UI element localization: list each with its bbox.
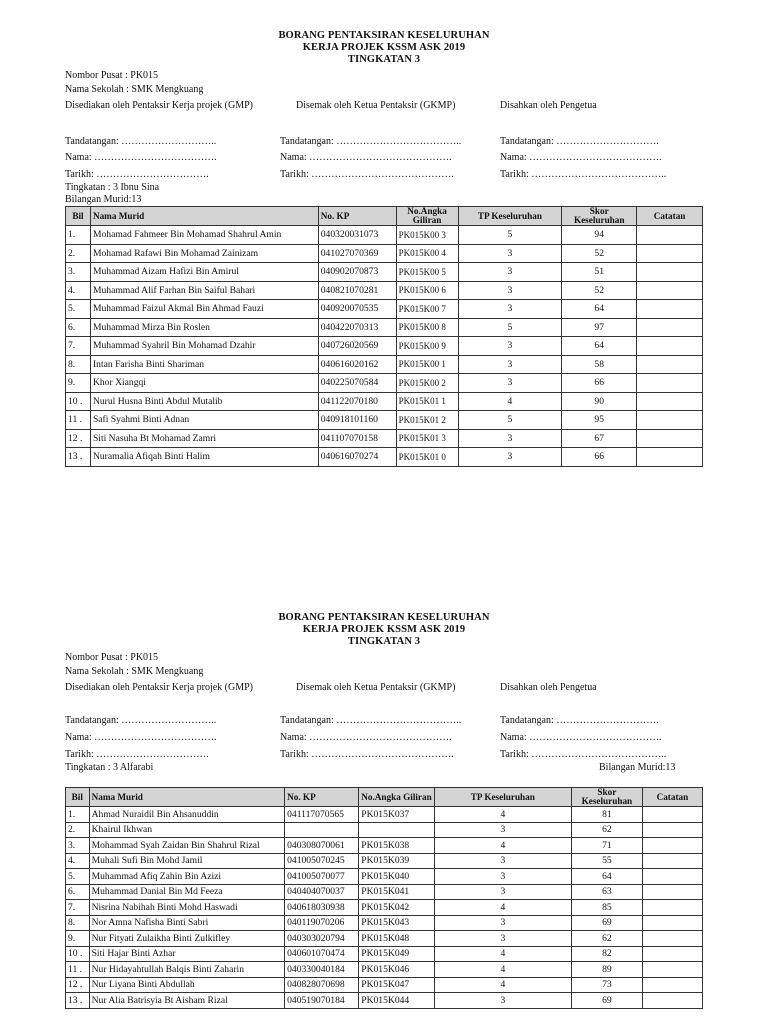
table-row [66, 244, 703, 263]
form-title [0, 30, 768, 66]
cell-skor: 62 [571, 822, 642, 838]
bilangan-murid: Bilangan Murid:13 [65, 194, 142, 205]
cell-nama: Nurul Husna Binti Abdul Mutalib [90, 392, 318, 411]
cell-skor: 95 [562, 411, 637, 430]
cell-skor: 66 [562, 374, 637, 393]
title-line-3: TINGKATAN 3 [347, 636, 421, 647]
cell-kp: 040422070313 [318, 318, 396, 337]
cell-catatan [642, 931, 702, 947]
table-row [66, 962, 703, 978]
cell-tp: 3 [458, 374, 562, 393]
header-skor: Skor Keseluruhan [562, 207, 637, 226]
cell-skor: 94 [562, 226, 637, 245]
table-row [66, 853, 703, 869]
cell-nama: Muhammad Syahril Bin Mohamad Dzahir [90, 337, 318, 356]
sig3-tandatangan: Tandatangan: …………………………. [500, 715, 659, 726]
cell-kp: 040303020794 [285, 931, 359, 947]
header-kp: No. KP [285, 788, 359, 807]
title-line-2: KERJA PROJEK KSSM ASK 2019 [302, 624, 466, 635]
cell-skor: 66 [562, 448, 637, 467]
cell-tp: 3 [458, 300, 562, 319]
cell-nama: Nuramalia Afiqah Binti Halim [90, 448, 318, 467]
cell-bil: 1. [66, 226, 91, 245]
cell-catatan [637, 374, 703, 393]
cell-bil: 10 . [66, 392, 91, 411]
cell-tp: 4 [434, 946, 571, 962]
cell-angka-giliran: PK015K046 [359, 962, 434, 978]
table-row [66, 448, 703, 467]
cell-kp: 040918101160 [318, 411, 396, 430]
cell-bil: 9. [66, 374, 91, 393]
cell-bil: 4. [66, 853, 90, 869]
bilangan-murid: Bilangan Murid:13 [599, 762, 676, 773]
sig1-nama: Nama: ………………………………. [65, 732, 217, 743]
cell-bil: 6. [66, 318, 91, 337]
cell-nama: Nur Alia Batrisyia Bt Aisham Rizal [89, 993, 285, 1009]
cell-tp: 4 [434, 962, 571, 978]
cell-nama: Khairul Ikhwan [89, 822, 285, 838]
cell-catatan [637, 355, 703, 374]
cell-nama: Khor Xiangqi [90, 374, 318, 393]
cell-angka-giliran: PK015K00 6 [396, 281, 458, 300]
cell-skor: 62 [571, 931, 642, 947]
cell-tp: 3 [458, 448, 562, 467]
sig1-tandatangan: Tandatangan: ……………………….. [65, 136, 217, 147]
sig3-nama: Nama: …………………………………. [500, 152, 662, 163]
cell-bil: 9. [66, 931, 90, 947]
cell-angka-giliran: PK015K043 [359, 915, 434, 931]
cell-kp: 041027070369 [318, 244, 396, 263]
header-nama: Nama Murid [89, 788, 285, 807]
approved-by-label: Disahkan oleh Pengetua [500, 682, 597, 693]
checked-by-label: Disemak oleh Ketua Pentaksir (GKMP) [296, 682, 456, 693]
cell-bil: 4. [66, 281, 91, 300]
cell-kp: 040618030938 [285, 900, 359, 916]
nombor-pusat: Nombor Pusat : PK015 [65, 652, 159, 663]
cell-angka-giliran: PK015K01 3 [396, 429, 458, 448]
cell-nama: Muhammad Mirza Bin Roslen [90, 318, 318, 337]
sig2-tandatangan: Tandatangan: ……………………………….. [280, 136, 462, 147]
cell-skor: 89 [571, 962, 642, 978]
cell-bil: 6. [66, 884, 90, 900]
cell-angka-giliran: PK015K00 4 [396, 244, 458, 263]
cell-angka-giliran: PK015K041 [359, 884, 434, 900]
cell-catatan [637, 226, 703, 245]
cell-angka-giliran: PK015K00 7 [396, 300, 458, 319]
cell-catatan [642, 869, 702, 885]
cell-bil: 12 . [66, 977, 90, 993]
header-tp: TP Keseluruhan [434, 788, 571, 807]
sig2-tarikh: Tarikh: ……………………………………. [280, 169, 454, 180]
cell-angka-giliran: PK015K038 [359, 838, 434, 854]
cell-kp: 041122070180 [318, 392, 396, 411]
cell-nama: Muhammad Afiq Zahin Bin Azizi [89, 869, 285, 885]
cell-kp: 040616070274 [318, 448, 396, 467]
cell-bil: 2. [66, 244, 91, 263]
cell-angka-giliran: PK015K00 8 [396, 318, 458, 337]
cell-kp: 041005070245 [285, 853, 359, 869]
cell-bil: 8. [66, 915, 90, 931]
cell-tp: 4 [434, 838, 571, 854]
cell-kp: 040601070474 [285, 946, 359, 962]
cell-angka-giliran: PK015K00 9 [396, 337, 458, 356]
cell-bil: 11 . [66, 962, 90, 978]
cell-catatan [637, 263, 703, 282]
table-row [66, 946, 703, 962]
cell-bil: 2. [66, 822, 90, 838]
cell-bil: 7. [66, 900, 90, 916]
tingkatan: Tingkatan : 3 Ibnu Sina [65, 182, 160, 193]
cell-kp: 040902070873 [318, 263, 396, 282]
title-line-1: BORANG PENTAKSIRAN KESELURUHAN [278, 612, 490, 623]
cell-nama: Intan Farisha Binti Shariman [90, 355, 318, 374]
cell-angka-giliran: PK015K00 2 [396, 374, 458, 393]
sig3-tarikh: Tarikh: ………………………………….. [500, 749, 667, 760]
table-row [66, 822, 703, 838]
cell-bil: 5. [66, 300, 91, 319]
sig2-tandatangan: Tandatangan: ……………………………….. [280, 715, 462, 726]
cell-kp: 040616020162 [318, 355, 396, 374]
cell-skor: 67 [562, 429, 637, 448]
assessment-form-alfarabi [0, 612, 768, 1006]
cell-skor: 81 [571, 807, 642, 823]
cell-tp: 4 [458, 392, 562, 411]
cell-kp [285, 822, 359, 838]
table-row [66, 838, 703, 854]
cell-tp: 3 [458, 429, 562, 448]
cell-skor: 52 [562, 281, 637, 300]
cell-catatan [637, 411, 703, 430]
cell-kp: 040828070698 [285, 977, 359, 993]
cell-tp: 3 [434, 884, 571, 900]
prepared-by-label: Disediakan oleh Pentaksir Kerja projek (GMP) [65, 682, 254, 693]
cell-nama: Muhammad Danial Bin Md Feeza [89, 884, 285, 900]
cell-skor: 55 [571, 853, 642, 869]
cell-catatan [642, 884, 702, 900]
cell-nama: Siti Nasuha Bt Mohamad Zamri [90, 429, 318, 448]
cell-bil: 7. [66, 337, 91, 356]
cell-catatan [642, 807, 702, 823]
table-row [66, 977, 703, 993]
table-row [66, 915, 703, 931]
table-row [66, 993, 703, 1009]
cell-catatan [637, 392, 703, 411]
cell-kp: 040308070061 [285, 838, 359, 854]
header-bil: Bil [66, 788, 90, 807]
cell-bil: 10 . [66, 946, 90, 962]
assessment-form-ibnu-sina [0, 30, 768, 463]
sig3-tandatangan: Tandatangan: …………………………. [500, 136, 659, 147]
table-row [66, 281, 703, 300]
cell-nama: Muhammad Faizul Akmal Bin Ahmad Fauzi [90, 300, 318, 319]
cell-kp: 040726020569 [318, 337, 396, 356]
cell-kp: 041117070565 [285, 807, 359, 823]
cell-catatan [637, 448, 703, 467]
cell-angka-giliran: PK015K048 [359, 931, 434, 947]
table-row [66, 807, 703, 823]
table-row [66, 300, 703, 319]
cell-tp: 3 [434, 915, 571, 931]
cell-catatan [637, 429, 703, 448]
cell-tp: 3 [458, 281, 562, 300]
cell-kp: 040320031073 [318, 226, 396, 245]
cell-skor: 64 [562, 300, 637, 319]
cell-catatan [642, 946, 702, 962]
table-header-row [66, 207, 703, 226]
cell-skor: 90 [562, 392, 637, 411]
cell-tp: 3 [458, 244, 562, 263]
cell-bil: 3. [66, 263, 91, 282]
cell-catatan [637, 318, 703, 337]
cell-skor: 85 [571, 900, 642, 916]
student-table [65, 787, 703, 1009]
cell-kp: 041005070077 [285, 869, 359, 885]
cell-kp: 040404070037 [285, 884, 359, 900]
sig2-nama: Nama: ……………………………………. [280, 152, 452, 163]
cell-nama: Muhali Sufi Bin Mohd Jamil [89, 853, 285, 869]
sig1-tarikh: Tarikh: ……………………………. [65, 169, 209, 180]
cell-catatan [637, 337, 703, 356]
cell-angka-giliran: PK015K00 1 [396, 355, 458, 374]
cell-catatan [642, 993, 702, 1009]
table-row [66, 355, 703, 374]
cell-nama: Mohammad Syah Zaidan Bin Shahrul Rizal [89, 838, 285, 854]
cell-catatan [642, 822, 702, 838]
title-line-2: KERJA PROJEK KSSM ASK 2019 [302, 42, 466, 53]
cell-skor: 82 [571, 946, 642, 962]
cell-kp: 041107070158 [318, 429, 396, 448]
cell-bil: 13 . [66, 993, 90, 1009]
cell-kp: 040920070535 [318, 300, 396, 319]
cell-kp: 040330040184 [285, 962, 359, 978]
cell-tp: 5 [458, 318, 562, 337]
cell-angka-giliran [359, 822, 434, 838]
cell-angka-giliran: PK015K040 [359, 869, 434, 885]
cell-nama: Muhammad Aizam Hafizi Bin Amirul [90, 263, 318, 282]
tingkatan: Tingkatan : 3 Alfarabi [65, 762, 154, 773]
prepared-by-label: Disediakan oleh Pentaksir Kerja projek (GMP) [65, 100, 254, 111]
cell-angka-giliran: PK015K00 3 [396, 226, 458, 245]
cell-bil: 5. [66, 869, 90, 885]
table-header-row [66, 788, 703, 807]
cell-angka-giliran: PK015K039 [359, 853, 434, 869]
title-line-1: BORANG PENTAKSIRAN KESELURUHAN [278, 30, 490, 41]
table-row [66, 263, 703, 282]
cell-angka-giliran: PK015K049 [359, 946, 434, 962]
student-table [65, 206, 703, 467]
cell-catatan [642, 977, 702, 993]
cell-nama: Mohamad Rafawi Bin Mohamad Zainizam [90, 244, 318, 263]
cell-tp: 5 [458, 411, 562, 430]
cell-skor: 69 [571, 915, 642, 931]
cell-nama: Safi Syahmi Binti Adnan [90, 411, 318, 430]
header-nama: Nama Murid [90, 207, 318, 226]
cell-tp: 3 [458, 263, 562, 282]
header-angka-giliran: No.Angka Giliran [359, 788, 434, 807]
cell-tp: 3 [434, 931, 571, 947]
cell-kp: 040519070184 [285, 993, 359, 1009]
cell-nama: Nur Fityati Zulaikha Binti Zulkifley [89, 931, 285, 947]
cell-angka-giliran: PK015K01 0 [396, 448, 458, 467]
cell-angka-giliran: PK015K01 2 [396, 411, 458, 430]
cell-skor: 73 [571, 977, 642, 993]
nama-sekolah: Nama Sekolah : SMK Mengkuang [65, 84, 204, 95]
table-row [66, 884, 703, 900]
form-title [0, 612, 768, 648]
cell-tp: 3 [458, 355, 562, 374]
cell-skor: 51 [562, 263, 637, 282]
cell-bil: 13 . [66, 448, 91, 467]
table-row [66, 318, 703, 337]
cell-skor: 64 [571, 869, 642, 885]
approved-by-label: Disahkan oleh Pengetua [500, 100, 597, 111]
header-skor: Skor Keseluruhan [571, 788, 642, 807]
cell-tp: 5 [458, 226, 562, 245]
cell-bil: 12 . [66, 429, 91, 448]
sig1-nama: Nama: ………………………………. [65, 152, 217, 163]
cell-tp: 4 [434, 807, 571, 823]
sig1-tarikh: Tarikh: ……………………………. [65, 749, 209, 760]
sig2-nama: Nama: ……………………………………. [280, 732, 452, 743]
nama-sekolah: Nama Sekolah : SMK Mengkuang [65, 666, 204, 677]
cell-nama: Ahmad Nuraidil Bin Ahsanuddin [89, 807, 285, 823]
title-line-3: TINGKATAN 3 [347, 54, 421, 65]
header-kp: No. KP [318, 207, 396, 226]
table-row [66, 869, 703, 885]
cell-tp: 4 [434, 900, 571, 916]
cell-catatan [642, 900, 702, 916]
table-row [66, 931, 703, 947]
cell-skor: 69 [571, 993, 642, 1009]
cell-tp: 3 [434, 993, 571, 1009]
table-row [66, 337, 703, 356]
cell-kp: 040821070281 [318, 281, 396, 300]
cell-tp: 3 [434, 869, 571, 885]
cell-angka-giliran: PK015K037 [359, 807, 434, 823]
cell-nama: Nor Amna Nafisha Binti Sabri [89, 915, 285, 931]
header-tp: TP Keseluruhan [458, 207, 562, 226]
table-row [66, 900, 703, 916]
cell-skor: 71 [571, 838, 642, 854]
cell-kp: 040119070206 [285, 915, 359, 931]
sig3-nama: Nama: …………………………………. [500, 732, 662, 743]
cell-kp: 040225070584 [318, 374, 396, 393]
sig1-tandatangan: Tandatangan: ……………………….. [65, 715, 217, 726]
cell-nama: Muhammad Alif Farhan Bin Saiful Bahari [90, 281, 318, 300]
header-bil: Bil [66, 207, 91, 226]
cell-tp: 3 [458, 337, 562, 356]
cell-nama: Mohamad Fahmeer Bin Mohamad Shahrul Amin [90, 226, 318, 245]
header-angka-giliran: No.Angka Giliran [396, 207, 458, 226]
cell-nama: Nisrina Nabihah Binti Mohd Haswadi [89, 900, 285, 916]
cell-angka-giliran: PK015K01 1 [396, 392, 458, 411]
sig2-tarikh: Tarikh: ……………………………………. [280, 749, 454, 760]
cell-angka-giliran: PK015K047 [359, 977, 434, 993]
table-row [66, 411, 703, 430]
cell-catatan [642, 915, 702, 931]
cell-nama: Nur Liyana Binti Abdullah [89, 977, 285, 993]
cell-skor: 63 [571, 884, 642, 900]
sig3-tarikh: Tarikh: ………………………………….. [500, 169, 667, 180]
header-catatan: Catatan [637, 207, 703, 226]
cell-tp: 3 [434, 822, 571, 838]
table-row [66, 392, 703, 411]
cell-skor: 64 [562, 337, 637, 356]
table-row [66, 226, 703, 245]
cell-catatan [642, 838, 702, 854]
cell-skor: 58 [562, 355, 637, 374]
cell-nama: Siti Hajar Binti Azhar [89, 946, 285, 962]
cell-catatan [637, 300, 703, 319]
cell-catatan [637, 244, 703, 263]
table-row [66, 429, 703, 448]
cell-skor: 97 [562, 318, 637, 337]
cell-catatan [642, 962, 702, 978]
table-row [66, 374, 703, 393]
cell-angka-giliran: PK015K042 [359, 900, 434, 916]
cell-bil: 1. [66, 807, 90, 823]
nombor-pusat: Nombor Pusat : PK015 [65, 70, 159, 81]
cell-bil: 11 . [66, 411, 91, 430]
header-catatan: Catatan [642, 788, 702, 807]
cell-tp: 4 [434, 977, 571, 993]
cell-bil: 8. [66, 355, 91, 374]
cell-catatan [637, 281, 703, 300]
cell-angka-giliran: PK015K00 5 [396, 263, 458, 282]
cell-nama: Nur Hidayahtullah Balqis Binti Zaharin [89, 962, 285, 978]
checked-by-label: Disemak oleh Ketua Pentaksir (GKMP) [296, 100, 456, 111]
cell-bil: 3. [66, 838, 90, 854]
cell-angka-giliran: PK015K044 [359, 993, 434, 1009]
cell-skor: 52 [562, 244, 637, 263]
cell-catatan [642, 853, 702, 869]
cell-tp: 3 [434, 853, 571, 869]
